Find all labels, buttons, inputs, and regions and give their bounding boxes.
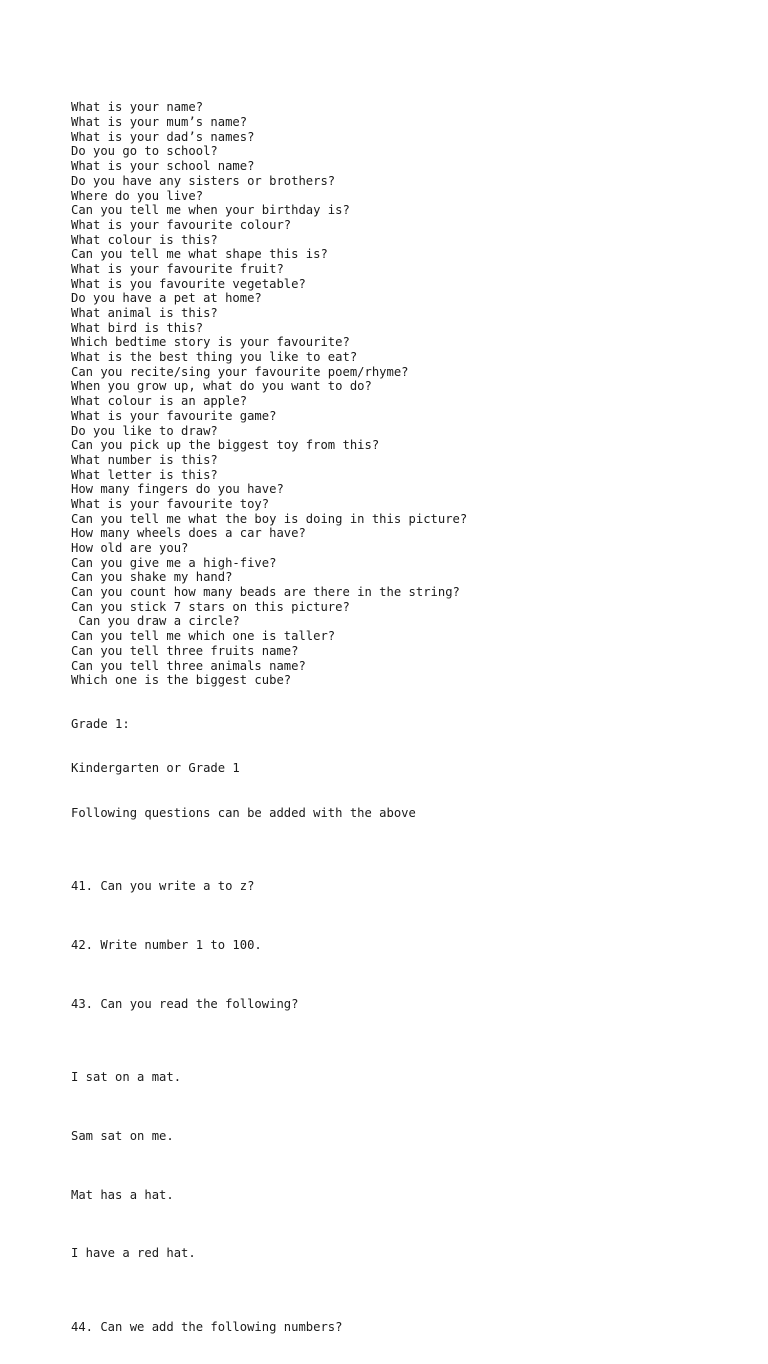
question-line: What is you favourite vegetable? xyxy=(71,276,306,291)
intro-text: Following questions can be added with the above xyxy=(71,805,416,820)
question-line: Can you recite/sing your favourite poem/rhyme? xyxy=(71,364,409,379)
question-line: What is your favourite toy? xyxy=(71,496,270,511)
question-line: What is your favourite game? xyxy=(71,408,277,423)
question-line: Can you tell me which one is taller? xyxy=(71,629,336,644)
question-line: Can you count how many beads are there in the string? xyxy=(71,585,460,600)
question-line: Can you tell three fruits name? xyxy=(71,643,299,658)
reading-sentence-3: Mat has a hat. xyxy=(71,1187,174,1202)
question-line: What is your school name? xyxy=(71,159,255,174)
question-line: What colour is an apple? xyxy=(71,394,248,409)
question-43: 43. Can you read the following? xyxy=(71,996,299,1011)
question-line: What is your dad’s names? xyxy=(71,129,255,144)
question-line: Which one is the biggest cube? xyxy=(71,673,292,688)
question-line: Can you stick 7 stars on this picture? xyxy=(71,599,350,614)
question-line: Where do you live? xyxy=(71,188,204,203)
question-line: What number is this? xyxy=(71,452,218,467)
question-line: What is your favourite fruit? xyxy=(71,261,284,276)
question-line: What is your favourite colour? xyxy=(71,217,292,232)
question-41: 41. Can you write a to z? xyxy=(71,878,255,893)
question-line: Can you tell me when your birthday is? xyxy=(71,203,350,218)
grade-heading: Grade 1: xyxy=(71,717,130,732)
question-line: Can you tell me what the boy is doing in this picture? xyxy=(71,511,468,526)
question-line: How many wheels does a car have? xyxy=(71,526,306,541)
question-line: How old are you? xyxy=(71,541,189,556)
question-line: Do you like to draw? xyxy=(71,423,218,438)
question-line: What is your name? xyxy=(71,100,204,115)
question-line: Can you shake my hand? xyxy=(71,570,233,585)
question-line: What animal is this? xyxy=(71,306,218,321)
question-line: What is the best thing you like to eat? xyxy=(71,350,358,365)
question-line: Do you have a pet at home? xyxy=(71,291,262,306)
question-line: Do you have any sisters or brothers? xyxy=(71,173,336,188)
level-heading: Kindergarten or Grade 1 xyxy=(71,761,240,776)
reading-sentence-1: I sat on a mat. xyxy=(71,1070,182,1085)
document-text xyxy=(71,71,751,1364)
question-line: When you grow up, what do you want to do? xyxy=(71,379,372,394)
question-line: What bird is this? xyxy=(71,320,204,335)
question-line: Can you pick up the biggest toy from this? xyxy=(71,438,380,453)
question-line: How many fingers do you have? xyxy=(71,482,284,497)
question-line: Can you draw a circle? xyxy=(71,614,240,629)
question-44: 44. Can we add the following numbers? xyxy=(71,1319,343,1334)
reading-sentence-4: I have a red hat. xyxy=(71,1246,196,1261)
question-line: Which bedtime story is your favourite? xyxy=(71,335,350,350)
question-list xyxy=(71,100,751,688)
question-line: Can you tell me what shape this is? xyxy=(71,247,328,262)
question-line: What is your mum’s name? xyxy=(71,115,248,130)
question-line: Do you go to school? xyxy=(71,144,218,159)
question-line: Can you give me a high-five? xyxy=(71,555,277,570)
question-line: What letter is this? xyxy=(71,467,218,482)
question-42: 42. Write number 1 to 100. xyxy=(71,937,262,952)
question-line: Can you tell three animals name? xyxy=(71,658,306,673)
reading-sentence-2: Sam sat on me. xyxy=(71,1128,174,1143)
question-line: What colour is this? xyxy=(71,232,218,247)
